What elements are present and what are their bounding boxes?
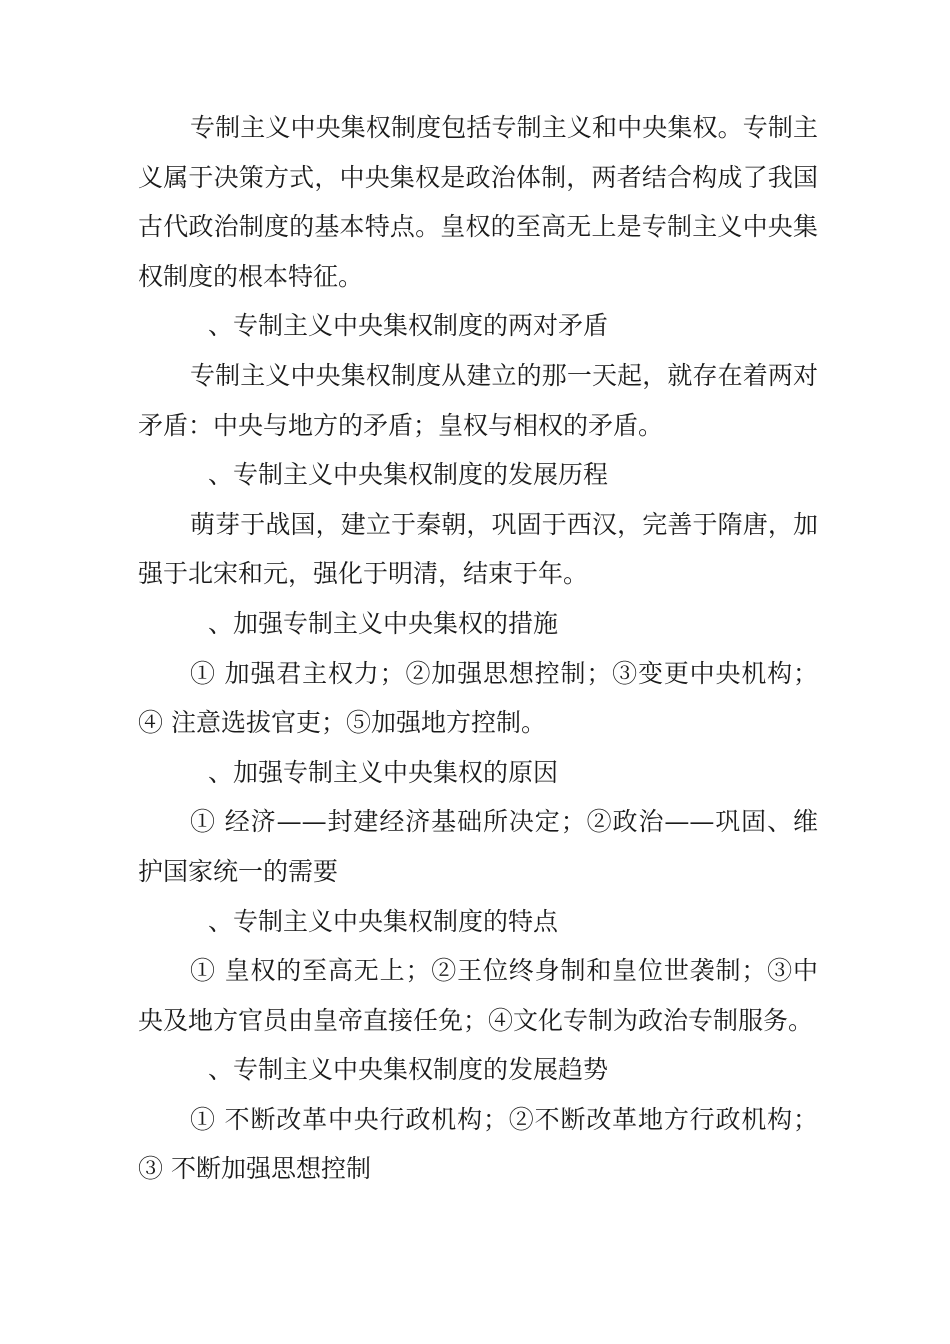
- measures-paragraph: ① 加强君主权力；②加强思想控制；③变更中央机构；④ 注意选拔官吏；⑤加强地方控制。: [138, 658, 818, 738]
- reasons-paragraph: ① 经济——封建经济基础所决定；②政治——巩固、维护国家统一的需要: [138, 807, 818, 886]
- trends-paragraph: ① 不断改革中央行政机构；②不断改革地方行政机构；③ 不断加强思想控制: [138, 1104, 818, 1184]
- document-page: [138, 103, 818, 1194]
- section-heading-measures: 、加强专制主义中央集权的措施: [208, 608, 559, 638]
- section-heading-contradictions: 、专制主义中央集权制度的两对矛盾: [208, 311, 609, 341]
- section-heading-trends: 、专制主义中央集权制度的发展趋势: [208, 1055, 609, 1085]
- development-paragraph: 萌芽于战国，建立于秦朝，巩固于西汉，完善于隋唐，加强于北宋和元，强化于明清，结束于年。: [138, 509, 818, 589]
- intro-paragraph: 专制主义中央集权制度包括专制主义和中央集权。专制主义属于决策方式，中央集权是政治体制，两者结合构成了我国古代政治制度的基本特点。皇权的至高无上是专制主义中央集权制度的根本特征。: [138, 113, 818, 291]
- section-heading-features: 、专制主义中央集权制度的特点: [208, 906, 559, 936]
- section-heading-development: 、专制主义中央集权制度的发展历程: [208, 460, 609, 490]
- features-paragraph: ① 皇权的至高无上；②王位终身制和皇位世袭制；③中央及地方官员由皇帝直接任免；④文化专制为政治专制服务。: [138, 956, 818, 1035]
- contradictions-paragraph: 专制主义中央集权制度从建立的那一天起，就存在着两对矛盾：中央与地方的矛盾；皇权与相权的矛盾。: [138, 360, 818, 440]
- section-heading-reasons: 、加强专制主义中央集权的原因: [208, 757, 559, 787]
